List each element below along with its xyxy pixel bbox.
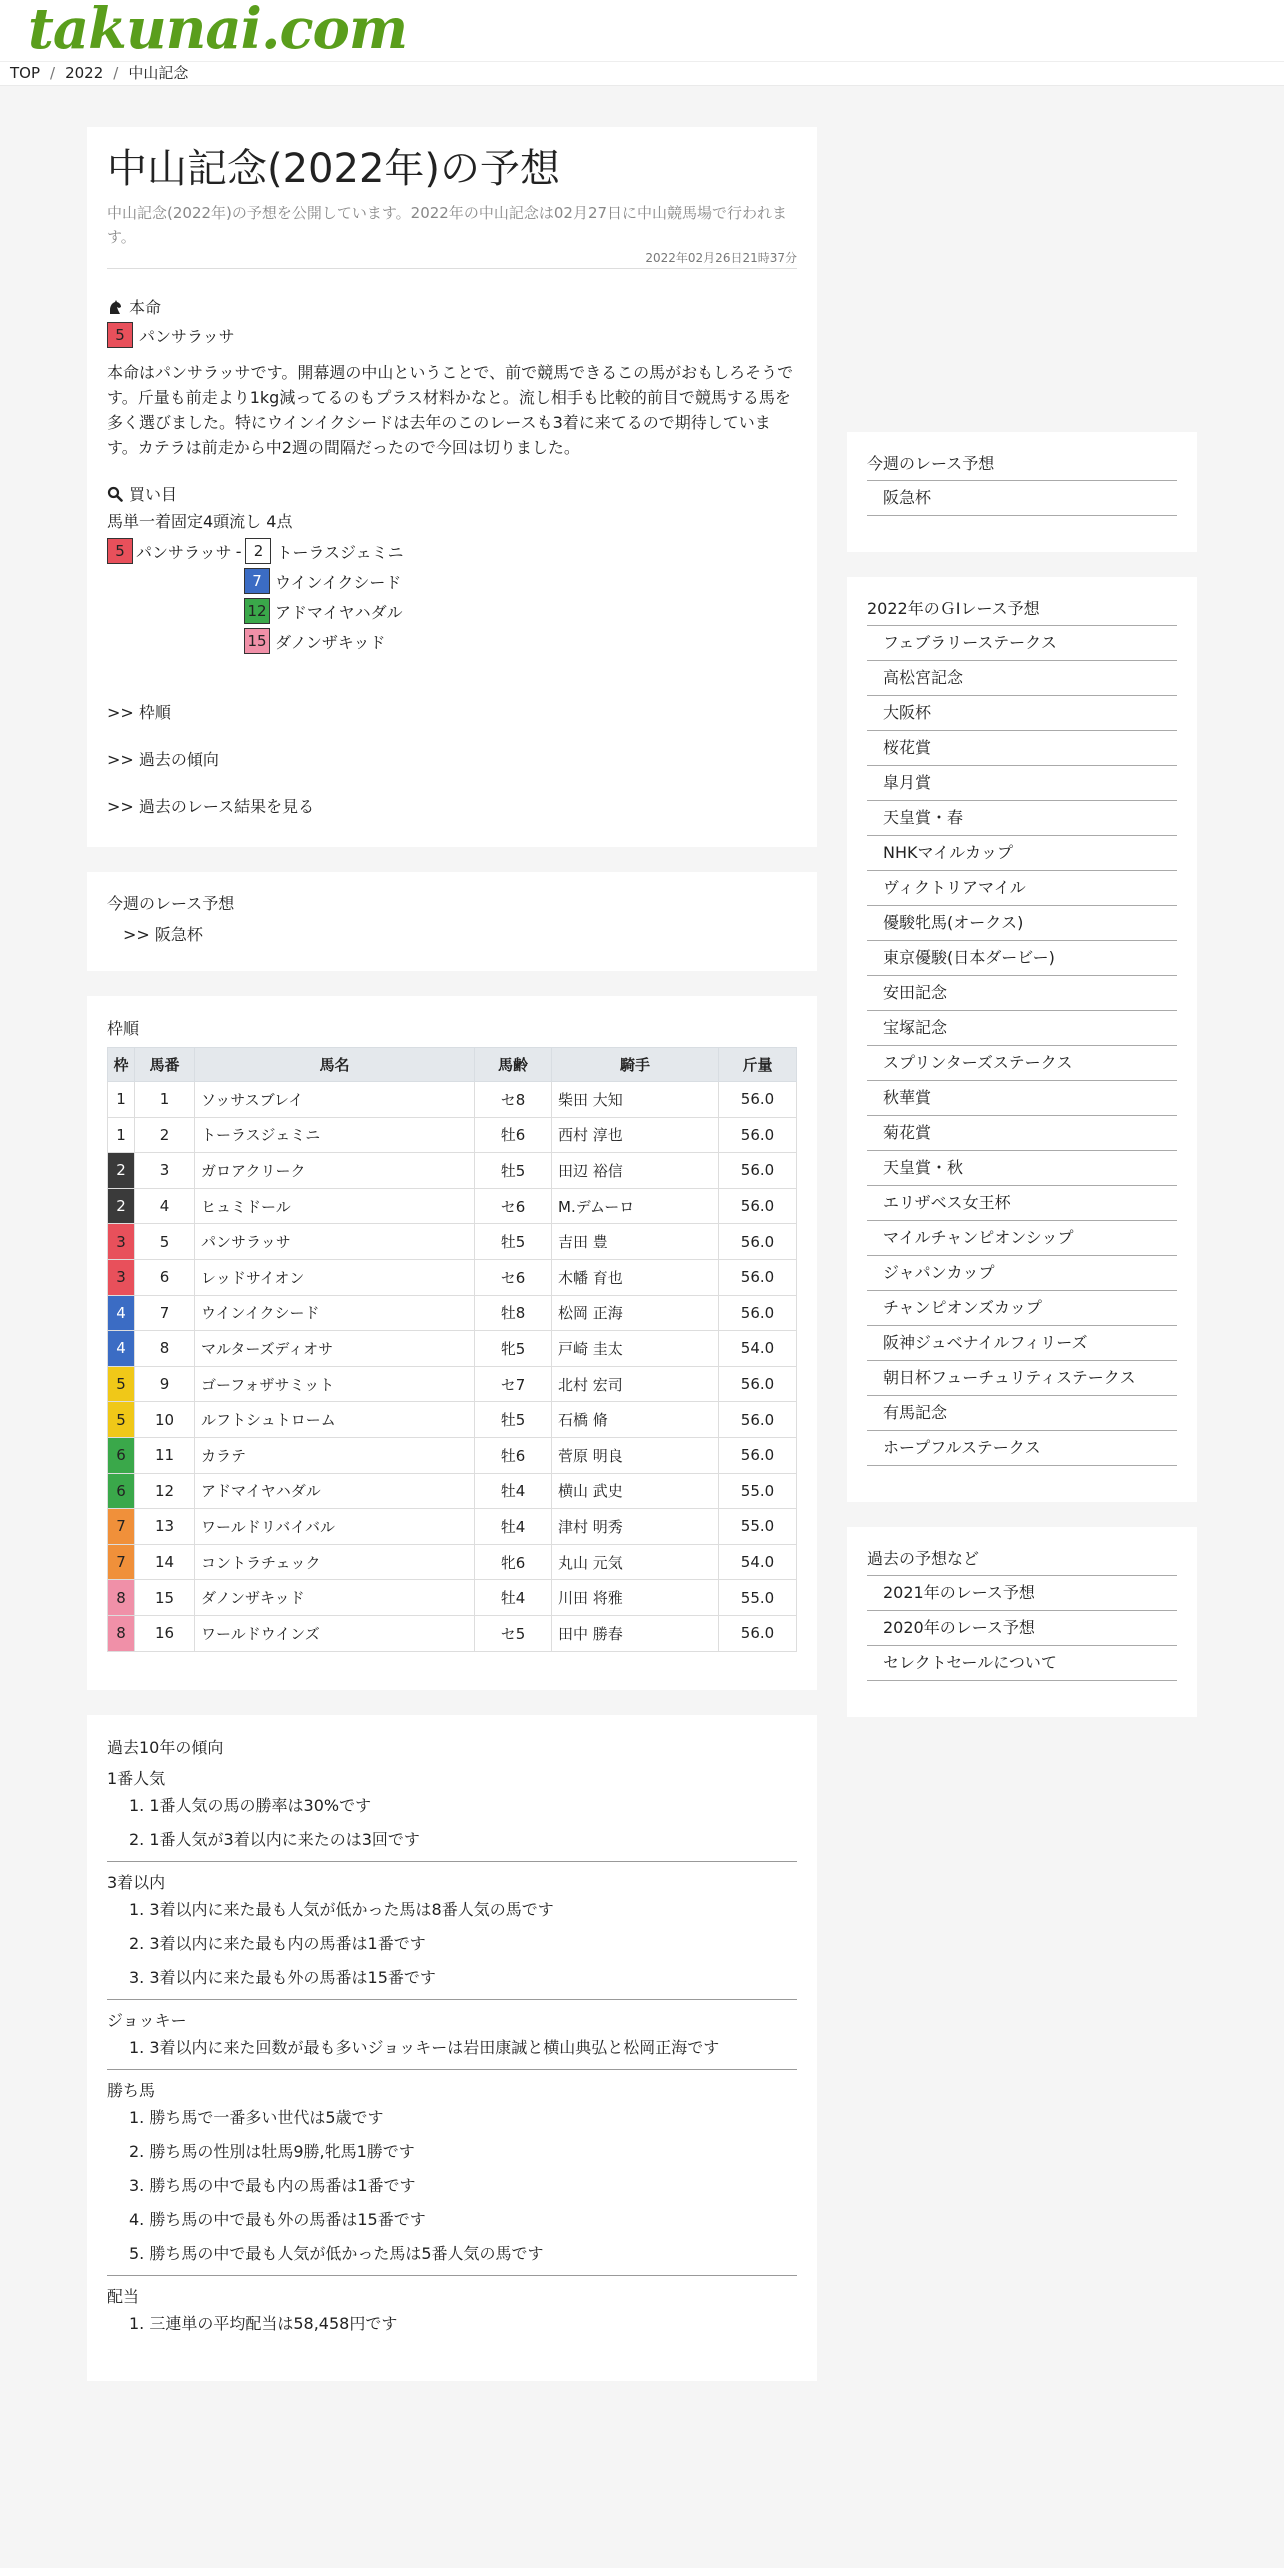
horse-name-cell: カラテ xyxy=(195,1437,475,1473)
waku-cell: 1 xyxy=(108,1082,135,1118)
horse-name-cell: アドマイヤハダル xyxy=(195,1473,475,1509)
trend-item: 4. 勝ち馬の中で最も外の馬番は15番です xyxy=(129,2209,426,2229)
horse-age-cell: 牝6 xyxy=(475,1544,552,1580)
horse-age-cell: 牡4 xyxy=(475,1580,552,1616)
jockey-cell: 菅原 明良 xyxy=(552,1437,719,1473)
bet-partner-number: 12 xyxy=(244,598,270,624)
horse-age-cell: 牡5 xyxy=(475,1402,552,1438)
weight-cell: 56.0 xyxy=(719,1437,797,1473)
waku-cell: 8 xyxy=(108,1615,135,1651)
table-row xyxy=(108,1437,797,1473)
sidebar-link[interactable]: チャンピオンズカップ xyxy=(867,1291,1177,1326)
trend-item: 3. 勝ち馬の中で最も内の馬番は1番です xyxy=(129,2175,416,2195)
table-row xyxy=(108,1331,797,1367)
bet-partner-name: ダノンザキッド xyxy=(275,632,386,652)
main-content xyxy=(87,127,817,2406)
page-lead: 中山記念(2022年)の予想を公開しています。2022年の中山記念は02月27日に中山競馬場で行われます。 xyxy=(107,204,788,246)
horse-age-cell: 牡6 xyxy=(475,1117,552,1153)
weekly-races-card xyxy=(87,872,817,971)
waku-cell: 6 xyxy=(108,1473,135,1509)
horse-age-cell: 牡6 xyxy=(475,1437,552,1473)
weight-cell: 56.0 xyxy=(719,1259,797,1295)
honmei-heading: 本命 xyxy=(107,295,797,318)
breadcrumb-top[interactable]: TOP xyxy=(10,64,41,82)
trend-group xyxy=(107,2276,797,2345)
jockey-cell: 松岡 正海 xyxy=(552,1295,719,1331)
trends-card xyxy=(87,1715,817,2381)
sidebar-link[interactable]: ヴィクトリアマイル xyxy=(867,871,1177,906)
horse-number-cell: 16 xyxy=(135,1615,195,1651)
horse-age-cell: 牡4 xyxy=(475,1509,552,1545)
sidebar-link[interactable]: 天皇賞・秋 xyxy=(867,1151,1177,1186)
sidebar-link[interactable]: エリザベス女王杯 xyxy=(867,1186,1177,1221)
sidebar-weekly xyxy=(847,432,1197,552)
weight-cell: 56.0 xyxy=(719,1153,797,1189)
col-name: 馬名 xyxy=(195,1048,475,1082)
horse-number-cell: 2 xyxy=(135,1117,195,1153)
table-row xyxy=(108,1509,797,1545)
sidebar-link[interactable]: マイルチャンピオンシップ xyxy=(867,1221,1177,1256)
trend-heading: 3着以内 xyxy=(107,1872,166,1892)
bet-row xyxy=(107,596,797,626)
horse-age-cell: セ8 xyxy=(475,1082,552,1118)
post-date: 2022年02月26日21時37分 xyxy=(107,249,797,269)
trend-heading: 勝ち馬 xyxy=(107,2080,156,2100)
weekly-races-title: 今週のレース予想 xyxy=(107,894,235,913)
weight-cell: 56.0 xyxy=(719,1082,797,1118)
link-trends[interactable]: >> 過去の傾向 xyxy=(107,750,219,769)
sidebar-link[interactable]: 菊花賞 xyxy=(867,1116,1177,1151)
entries-table xyxy=(107,1047,797,1652)
waku-cell: 1 xyxy=(108,1117,135,1153)
sidebar-link[interactable]: 東京優駿(日本ダービー) xyxy=(867,941,1177,976)
table-row xyxy=(108,1153,797,1189)
trend-heading: ジョッキー xyxy=(107,2010,187,2030)
table-row xyxy=(108,1402,797,1438)
jockey-cell: 戸崎 圭太 xyxy=(552,1331,719,1367)
horse-age-cell: セ6 xyxy=(475,1188,552,1224)
weight-cell: 56.0 xyxy=(719,1615,797,1651)
horse-age-cell: セ7 xyxy=(475,1366,552,1402)
sidebar-link[interactable]: 阪神ジュベナイルフィリーズ xyxy=(867,1326,1177,1361)
table-row xyxy=(108,1188,797,1224)
jockey-cell: 田中 勝春 xyxy=(552,1615,719,1651)
horse-age-cell: セ5 xyxy=(475,1615,552,1651)
table-row xyxy=(108,1580,797,1616)
horse-number-cell: 1 xyxy=(135,1082,195,1118)
jockey-cell: 川田 将雅 xyxy=(552,1580,719,1616)
weight-cell: 56.0 xyxy=(719,1188,797,1224)
jockey-cell: 木幡 育也 xyxy=(552,1259,719,1295)
trend-item: 1. 勝ち馬で一番多い世代は5歳です xyxy=(129,2107,384,2127)
sidebar xyxy=(847,432,1197,1742)
sidebar-link[interactable]: 優駿牝馬(オークス) xyxy=(867,906,1177,941)
col-waku: 枠 xyxy=(108,1048,135,1082)
horse-name-cell: ルフトシュトローム xyxy=(195,1402,475,1438)
entries-title: 枠順 xyxy=(107,1019,140,1038)
table-row xyxy=(108,1224,797,1260)
bet-row xyxy=(107,626,797,656)
horse-number-cell: 9 xyxy=(135,1366,195,1402)
honmei-horse xyxy=(107,322,797,348)
link-past-results[interactable]: >> 過去のレース結果を見る xyxy=(107,797,315,816)
sidebar-past xyxy=(847,1527,1197,1717)
horse-age-cell: セ6 xyxy=(475,1259,552,1295)
horse-number-cell: 4 xyxy=(135,1188,195,1224)
trend-item: 1. 1番人気の馬の勝率は30%です xyxy=(129,1795,372,1815)
horse-name-cell: レッドサイオン xyxy=(195,1259,475,1295)
trend-group xyxy=(107,1862,797,2000)
bet-row xyxy=(107,566,797,596)
horse-age-cell: 牡4 xyxy=(475,1473,552,1509)
horse-number-cell: 12 xyxy=(135,1473,195,1509)
weight-cell: 56.0 xyxy=(719,1366,797,1402)
table-row xyxy=(108,1117,797,1153)
horse-name-cell: ゴーフォザサミット xyxy=(195,1366,475,1402)
horse-name-cell: マルターズディオサ xyxy=(195,1331,475,1367)
sidebar-link[interactable]: ジャパンカップ xyxy=(867,1256,1177,1291)
sidebar-link[interactable]: 天皇賞・春 xyxy=(867,801,1177,836)
horse-number-cell: 8 xyxy=(135,1331,195,1367)
waku-cell: 3 xyxy=(108,1224,135,1260)
bet-main-name: パンサラッサ xyxy=(136,542,232,562)
trend-item: 1. 3着以内に来た回数が最も多いジョッキーは岩田康誠と横山典弘と松岡正海です xyxy=(129,2037,720,2057)
col-age: 馬齢 xyxy=(475,1048,552,1082)
weight-cell: 55.0 xyxy=(719,1580,797,1616)
waku-cell: 5 xyxy=(108,1402,135,1438)
horse-number-cell: 13 xyxy=(135,1509,195,1545)
weight-cell: 56.0 xyxy=(719,1295,797,1331)
horse-name-cell: ヒュミドール xyxy=(195,1188,475,1224)
trend-item: 2. 勝ち馬の性別は牡馬9勝,牝馬1勝です xyxy=(129,2141,415,2161)
trend-group xyxy=(107,2070,797,2276)
horse-name-cell: ウインイクシード xyxy=(195,1295,475,1331)
col-number: 馬番 xyxy=(135,1048,195,1082)
trend-item: 3. 3着以内に来た最も外の馬番は15番です xyxy=(129,1967,436,1987)
breadcrumb-year[interactable]: 2022 xyxy=(65,64,104,82)
horse-icon xyxy=(107,299,123,315)
sidebar-link[interactable]: 桜花賞 xyxy=(867,731,1177,766)
sidebar-link[interactable]: 有馬記念 xyxy=(867,1396,1177,1431)
jockey-cell: M.デムーロ xyxy=(552,1188,719,1224)
sidebar-link[interactable]: ホープフルステークス xyxy=(867,1431,1177,1466)
horse-number-cell: 5 xyxy=(135,1224,195,1260)
trend-item: 2. 3着以内に来た最も内の馬番は1番です xyxy=(129,1933,426,1953)
weight-cell: 56.0 xyxy=(719,1402,797,1438)
horse-number-cell: 7 xyxy=(135,1295,195,1331)
sidebar-link[interactable]: スプリンターズステークス xyxy=(867,1046,1177,1081)
jockey-cell: 田辺 裕信 xyxy=(552,1153,719,1189)
site-header xyxy=(0,0,1284,62)
breadcrumb-current: 中山記念 xyxy=(128,64,189,82)
weight-cell: 55.0 xyxy=(719,1473,797,1509)
honmei-comment: 本命はパンサラッサです。開幕週の中山ということで、前で競馬できるこの馬がおもしろそうです。斤量も前走より1kg減ってるのもプラス材料かなと。流し相手も比較的前目で競馬する馬を多く選びました。特にウインイクシードは去年のこのレースも3着に来てるので期待しています。カテラは前走から中2週の間隔だったので今回は切りました。 xyxy=(107,363,794,457)
jockey-cell: 北村 宏司 xyxy=(552,1366,719,1402)
waku-cell: 5 xyxy=(108,1366,135,1402)
sidebar-link[interactable]: フェブラリーステークス xyxy=(867,626,1177,661)
site-logo[interactable]: takunai.com xyxy=(28,0,408,62)
table-header-row xyxy=(108,1048,797,1082)
bet-partner-name: ウインイクシード xyxy=(275,572,402,592)
entries-card xyxy=(87,996,817,1690)
sidebar-past-title: 過去の予想など xyxy=(867,1547,1177,1576)
waku-cell: 6 xyxy=(108,1437,135,1473)
trend-heading: 配当 xyxy=(107,2286,140,2306)
trend-item: 1. 3着以内に来た最も人気が低かった馬は8番人気の馬です xyxy=(129,1899,554,1919)
sidebar-link[interactable]: 朝日杯フューチュリティステークス xyxy=(867,1361,1177,1396)
table-row xyxy=(108,1473,797,1509)
trends-title: 過去10年の傾向 xyxy=(107,1737,224,1757)
sidebar-weekly-title: 今週のレース予想 xyxy=(867,452,1177,481)
weight-cell: 55.0 xyxy=(719,1509,797,1545)
sidebar-link[interactable]: 安田記念 xyxy=(867,976,1177,1011)
honmei-name: パンサラッサ xyxy=(139,326,235,346)
bet-partner-name: アドマイヤハダル xyxy=(275,602,403,622)
horse-number-cell: 3 xyxy=(135,1153,195,1189)
sidebar-link[interactable]: 阪急杯 xyxy=(867,481,1177,516)
waku-cell: 7 xyxy=(108,1509,135,1545)
horse-name-cell: ワールドウインズ xyxy=(195,1615,475,1651)
sidebar-link[interactable]: 2021年のレース予想 xyxy=(867,1576,1177,1611)
horse-name-cell: ソッサスブレイ xyxy=(195,1082,475,1118)
waku-cell: 8 xyxy=(108,1580,135,1616)
horse-number-cell: 10 xyxy=(135,1402,195,1438)
waku-cell: 4 xyxy=(108,1331,135,1367)
trend-item: 5. 勝ち馬の中で最も人気が低かった馬は5番人気の馬です xyxy=(129,2243,544,2263)
jockey-cell: 西村 淳也 xyxy=(552,1117,719,1153)
horse-name-cell: ダノンザキッド xyxy=(195,1580,475,1616)
sidebar-link[interactable]: 大阪杯 xyxy=(867,696,1177,731)
waku-cell: 2 xyxy=(108,1188,135,1224)
horse-name-cell: コントラチェック xyxy=(195,1544,475,1580)
horse-age-cell: 牡5 xyxy=(475,1153,552,1189)
horse-age-cell: 牝5 xyxy=(475,1331,552,1367)
trend-item: 2. 1番人気が3着以内に来たのは3回です xyxy=(129,1829,420,1849)
jockey-cell: 丸山 元気 xyxy=(552,1544,719,1580)
prediction-card xyxy=(87,127,817,847)
trend-group xyxy=(107,1758,797,1862)
table-row xyxy=(108,1259,797,1295)
sidebar-link[interactable]: 秋華賞 xyxy=(867,1081,1177,1116)
jockey-cell: 吉田 豊 xyxy=(552,1224,719,1260)
horse-name-cell: ガロアクリーク xyxy=(195,1153,475,1189)
bet-partner-number: 15 xyxy=(244,628,270,654)
weekly-race-link[interactable]: >> 阪急杯 xyxy=(123,925,203,944)
breadcrumb: TOP / 2022 / 中山記念 xyxy=(0,62,1284,86)
bet-main-number: 5 xyxy=(107,538,133,564)
sidebar-link[interactable]: 皐月賞 xyxy=(867,766,1177,801)
jockey-cell: 柴田 大知 xyxy=(552,1082,719,1118)
horse-number-cell: 11 xyxy=(135,1437,195,1473)
horse-name-cell: パンサラッサ xyxy=(195,1224,475,1260)
trend-heading: 1番人気 xyxy=(107,1768,166,1788)
page-title: 中山記念(2022年)の予想 xyxy=(107,146,561,192)
horse-age-cell: 牡5 xyxy=(475,1224,552,1260)
trend-group xyxy=(107,2000,797,2070)
col-weight: 斤量 xyxy=(719,1048,797,1082)
weight-cell: 56.0 xyxy=(719,1117,797,1153)
jockey-cell: 横山 武史 xyxy=(552,1473,719,1509)
link-entries[interactable]: >> 枠順 xyxy=(107,703,171,722)
waku-cell: 4 xyxy=(108,1295,135,1331)
table-row xyxy=(108,1082,797,1118)
jockey-cell: 津村 明秀 xyxy=(552,1509,719,1545)
weight-cell: 56.0 xyxy=(719,1224,797,1260)
waku-cell: 3 xyxy=(108,1259,135,1295)
bet-type: 馬単一着固定4頭流し 4点 xyxy=(107,512,293,531)
horse-name-cell: ワールドリバイバル xyxy=(195,1509,475,1545)
horse-number-cell: 6 xyxy=(135,1259,195,1295)
horse-number-cell: 15 xyxy=(135,1580,195,1616)
col-jockey: 騎手 xyxy=(552,1048,719,1082)
horse-name-cell: トーラスジェミニ xyxy=(195,1117,475,1153)
horse-age-cell: 牡8 xyxy=(475,1295,552,1331)
bet-partner-name: トーラスジェミニ xyxy=(276,542,404,562)
table-row xyxy=(108,1544,797,1580)
sidebar-link[interactable]: セレクトセールについて xyxy=(867,1646,1177,1681)
sidebar-g1-title: 2022年のＧⅠレース予想 xyxy=(867,597,1177,626)
trend-item: 1. 三連単の平均配当は58,458円です xyxy=(129,2313,398,2333)
horse-number-cell: 14 xyxy=(135,1544,195,1580)
honmei-number: 5 xyxy=(107,322,133,348)
search-icon xyxy=(107,486,123,502)
table-row xyxy=(108,1295,797,1331)
weight-cell: 54.0 xyxy=(719,1331,797,1367)
table-row xyxy=(108,1366,797,1402)
sidebar-link[interactable]: NHKマイルカップ xyxy=(867,836,1177,871)
sidebar-link[interactable]: 高松宮記念 xyxy=(867,661,1177,696)
sidebar-link[interactable]: 2020年のレース予想 xyxy=(867,1611,1177,1646)
waku-cell: 7 xyxy=(108,1544,135,1580)
waku-cell: 2 xyxy=(108,1153,135,1189)
sidebar-link[interactable]: 宝塚記念 xyxy=(867,1011,1177,1046)
bet-row-main: 5 パンサラッサ - 2 トーラスジェミニ xyxy=(107,536,797,566)
table-row xyxy=(108,1615,797,1651)
weight-cell: 54.0 xyxy=(719,1544,797,1580)
bet-partner-number: 7 xyxy=(244,568,270,594)
bet-partner-number: 2 xyxy=(245,538,271,564)
jockey-cell: 石橋 脩 xyxy=(552,1402,719,1438)
sidebar-g1 xyxy=(847,577,1197,1502)
bet-heading: 買い目 xyxy=(107,482,797,505)
